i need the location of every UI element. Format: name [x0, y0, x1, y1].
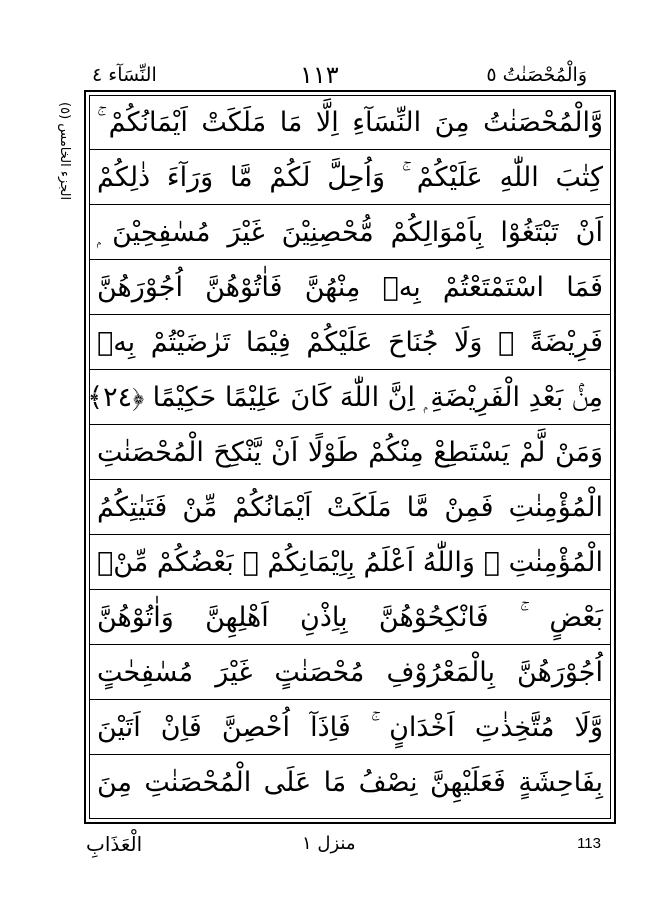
verse-line: مِنْۢ بَعْدِ الْفَرِيْضَةِ ۭ اِنَّ اللّٰهَ كَانَ عَلِيْمًا حَكِيْمًا ﴿٢٤﴾ — [89, 370, 611, 425]
verse-line: الْمُؤْمِنٰتِ فَمِنْ مَّا مَلَكَتْ اَيْمَانُكُمْ مِّنْ فَتَيٰتِكُمُ — [89, 480, 611, 535]
verse-lines — [89, 95, 611, 819]
juz-name: وَالْمُحْصَنٰتُ ٥ — [486, 64, 587, 86]
verse-line: فَمَا اسْتَمْتَعْتُمْ بِهٖ مِنْهُنَّ فَاٰتُوْهُنَّ اُجُوْرَهُنَّ — [89, 260, 611, 315]
verse-line: اُجُوْرَهُنَّ بِالْمَعْرُوْفِ مُحْصَنٰتٍ غَيْرَ مُسٰفِحٰتٍ — [89, 645, 611, 700]
text-frame — [84, 90, 616, 824]
page-number-arabic: ۱۱۳ — [300, 61, 339, 89]
verse-line: بَعْضٍ ۚ فَانْكِحُوْهُنَّ بِاِذْنِ اَهْلِهِنَّ وَاٰتُوْهُنَّ — [89, 590, 611, 645]
manzil-label: منزل ١ — [302, 833, 356, 854]
verse-line: وَّلَا مُتَّخِذٰتِ اَخْدَانٍ ۚ فَاِذَآ اُحْصِنَّ فَاِنْ اَتَيْنَ — [89, 700, 611, 755]
juz-margin-note: الجزء الخامس (٥) — [57, 101, 72, 201]
verse-line: وَمَنْ لَّمْ يَسْتَطِعْ مِنْكُمْ طَوْلًا اَنْ يَّنْكِحَ الْمُحْصَنٰتِ — [89, 425, 611, 480]
verse-line: كِتٰبَ اللّٰهِ عَلَيْكُمْ ۚ وَاُحِلَّ لَكُمْ مَّا وَرَآءَ ذٰلِكُمْ — [89, 150, 611, 205]
verse-line: اَنْ تَبْتَغُوْا بِاَمْوَالِكُمْ مُّحْصِنِيْنَ غَيْرَ مُسٰفِحِيْنَ ۭ — [89, 205, 611, 260]
verse-line: فَرِيْضَةً ۭ وَلَا جُنَاحَ عَلَيْكُمْ فِيْمَا تَرٰضَيْتُمْ بِهٖ — [89, 315, 611, 370]
verse-line: الْمُؤْمِنٰتِ ۭ وَاللّٰهُ اَعْلَمُ بِاِيْمَانِكُمْ ۭ بَعْضُكُمْ مِّنْۢ — [89, 535, 611, 590]
verse-line: وَّالْمُحْصَنٰتُ مِنَ النِّسَآءِ اِلَّا مَا مَلَكَتْ اَيْمَانُكُمْ ۚ — [89, 95, 611, 150]
verse-line: بِفَاحِشَةٍ فَعَلَيْهِنَّ نِصْفُ مَا عَلَى الْمُحْصَنٰتِ مِنَ — [97, 767, 603, 798]
page-number: 113 — [577, 835, 601, 852]
catchword: الْعَذَابِ — [86, 832, 143, 856]
surah-name: النِّسَآء ٤ — [92, 64, 157, 86]
